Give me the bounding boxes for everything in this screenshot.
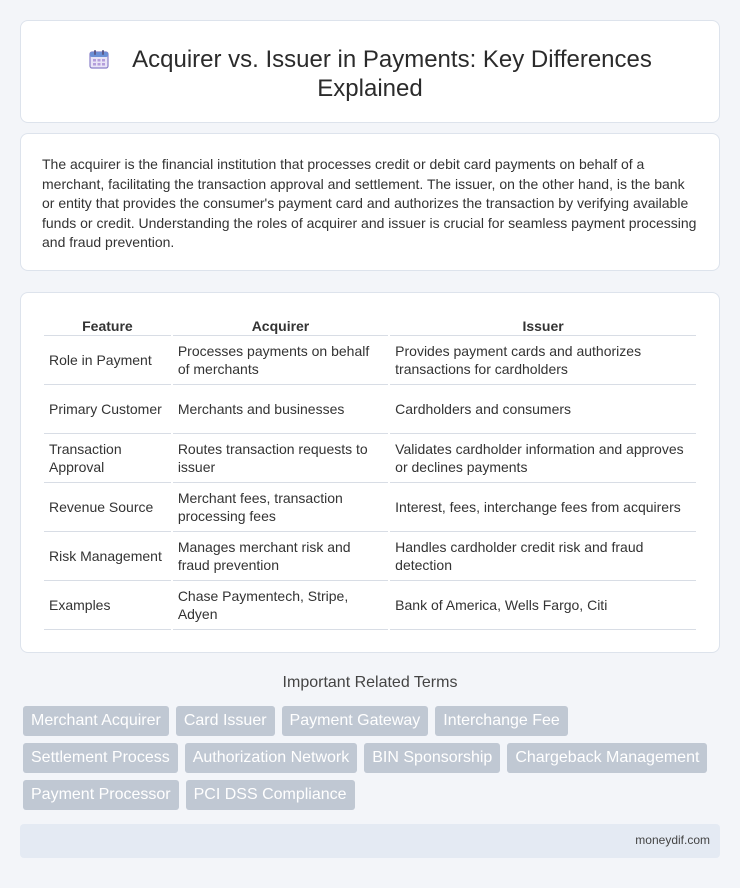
table-row xyxy=(44,336,696,385)
table-cell: Chase Paymentech, Stripe, Adyen xyxy=(173,581,388,630)
page-title: Acquirer vs. Issuer in Payments: Key Differences Explained xyxy=(132,46,652,102)
table-cell: Routes transaction requests to issuer xyxy=(173,434,388,483)
table-cell: Transaction Approval xyxy=(44,434,171,483)
table-cell: Risk Management xyxy=(44,532,171,581)
table-row xyxy=(44,385,696,434)
tag-pci-dss-compliance[interactable]: PCI DSS Compliance xyxy=(186,780,355,810)
footer xyxy=(20,824,720,858)
intro-paragraph: The acquirer is the financial institution that processes credit or debit card payments on behalf of a merchant, facilitating the transaction approval and settlement. The issuer, on the other hand, is the bank or entity that provides the consumer's payment card and authorizes the transaction by verifying available funds or credit. Understanding the roles of acquirer and issuer is crucial for seamless payment processing and fraud prevention. xyxy=(42,156,697,250)
header-acquirer: Acquirer xyxy=(173,314,388,336)
tag-payment-processor[interactable]: Payment Processor xyxy=(23,780,179,810)
header-feature: Feature xyxy=(44,314,171,336)
table-header-row xyxy=(44,314,696,336)
table-cell: Handles cardholder credit risk and fraud detection xyxy=(390,532,696,581)
table-cell: Provides payment cards and authorizes transactions for cardholders xyxy=(390,336,696,385)
title-card xyxy=(20,20,720,123)
table-row xyxy=(44,532,696,581)
tag-settlement-process[interactable]: Settlement Process xyxy=(23,743,178,773)
table-row xyxy=(44,434,696,483)
calendar-icon xyxy=(88,48,110,70)
tag-row xyxy=(23,706,723,736)
intro-card xyxy=(20,133,720,271)
page-title-wrap xyxy=(21,45,719,103)
table-cell: Interest, fees, interchange fees from acquirers xyxy=(390,483,696,532)
table-cell: Validates cardholder information and approves or declines payments xyxy=(390,434,696,483)
tag-merchant-acquirer[interactable]: Merchant Acquirer xyxy=(23,706,169,736)
tag-authorization-network[interactable]: Authorization Network xyxy=(185,743,358,773)
table-row xyxy=(44,581,696,630)
comparison-table xyxy=(42,314,698,630)
table-cell: Examples xyxy=(44,581,171,630)
table-cell: Merchants and businesses xyxy=(173,385,388,434)
tag-chargeback-management[interactable]: Chargeback Management xyxy=(507,743,707,773)
table-cell: Revenue Source xyxy=(44,483,171,532)
table-cell: Processes payments on behalf of merchants xyxy=(173,336,388,385)
tag-bin-sponsorship[interactable]: BIN Sponsorship xyxy=(364,743,500,773)
footer-site[interactable]: moneydif.com xyxy=(635,833,710,847)
comparison-card xyxy=(20,292,720,653)
table-cell: Cardholders and consumers xyxy=(390,385,696,434)
table-cell: Primary Customer xyxy=(44,385,171,434)
tag-row xyxy=(23,743,723,773)
table-cell: Merchant fees, transaction processing fees xyxy=(173,483,388,532)
table-cell: Bank of America, Wells Fargo, Citi xyxy=(390,581,696,630)
related-terms-list xyxy=(23,706,723,817)
tag-interchange-fee[interactable]: Interchange Fee xyxy=(435,706,568,736)
related-terms-heading: Important Related Terms xyxy=(282,674,458,691)
tag-payment-gateway[interactable]: Payment Gateway xyxy=(282,706,429,736)
header-issuer: Issuer xyxy=(390,314,696,336)
table-cell: Role in Payment xyxy=(44,336,171,385)
table-row xyxy=(44,483,696,532)
table-cell: Manages merchant risk and fraud prevention xyxy=(173,532,388,581)
tag-card-issuer[interactable]: Card Issuer xyxy=(176,706,275,736)
tag-row xyxy=(23,780,723,810)
